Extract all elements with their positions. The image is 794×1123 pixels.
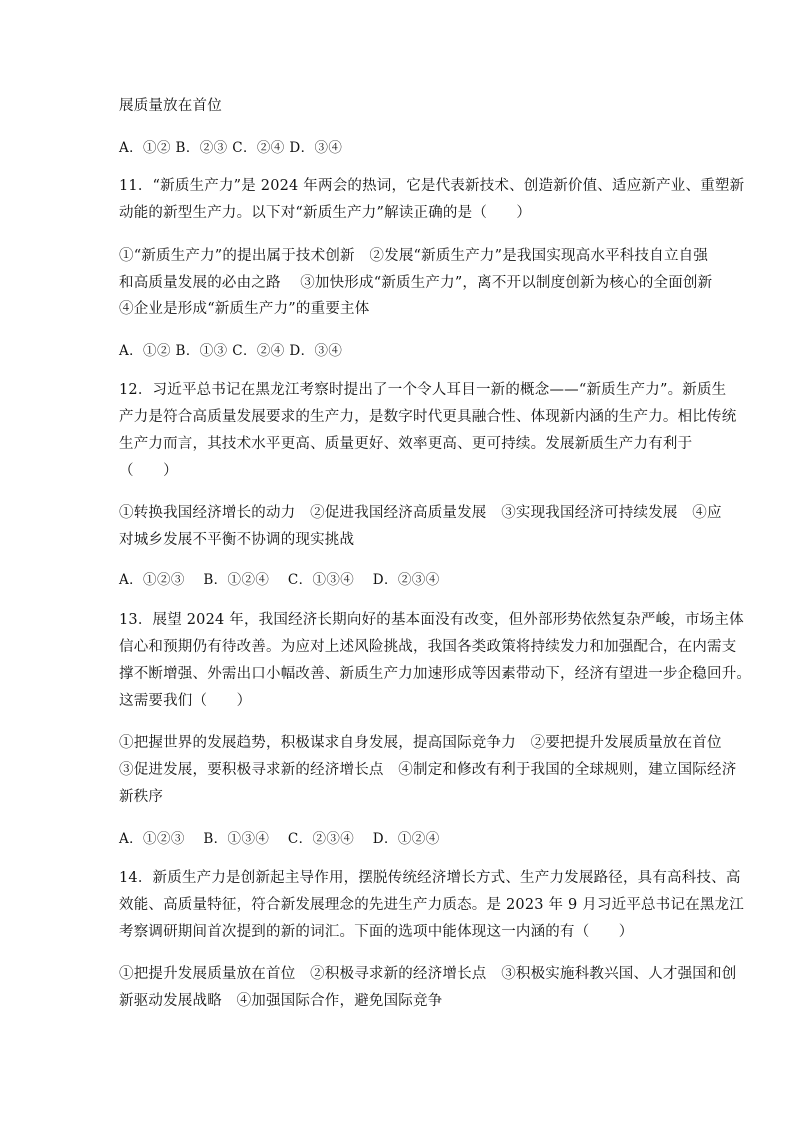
question-12-stem-line-2: 产力是符合高质量发展要求的生产力，是数字时代更具融合性、体现新内涵的生产力。相比传统 xyxy=(119,409,737,425)
question-14-statement-line-2: 新驱动发展战略 ④加强国际合作，避免国际竞争 xyxy=(119,993,443,1009)
question-13-answer-options: A．①②③ B．①③④ C．②③④ D．①②④ xyxy=(119,831,440,847)
question-12-statement-line-1: ①转换我国经济增长的动力 ②促进我国经济高质量发展 ③实现我国经济可持续发展 ④应 xyxy=(119,505,722,521)
question-11-statement-line-1: ①“新质生产力”的提出属于技术创新 ②发展“新质生产力”是我国实现高水平科技自立自强 xyxy=(119,248,709,264)
question-14-stem-line-2: 效能、高质量特征，符合新发展理念的先进生产力质态。是 2023 年 9 月习近平总书记在黑龙江 xyxy=(119,897,744,913)
question-13-stem-line-4: 这需要我们（ ） xyxy=(119,693,252,709)
question-12-stem-line-4: （ ） xyxy=(119,463,178,479)
question-13-statement-line-1: ①把握世界的发展趋势，积极谋求自身发展，提高国际竞争力 ②要把提升发展质量放在首位 xyxy=(119,735,722,751)
question-11-answer-options: A．①② B．①③ C．②④ D．③④ xyxy=(119,343,343,359)
fragment-text: 展质量放在首位 xyxy=(119,98,222,114)
question-12-answer-options: A．①②③ B．①②④ C．①③④ D．②③④ xyxy=(119,572,440,588)
question-11-statement-line-3: ④企业是形成“新质生产力”的重要主体 xyxy=(119,301,370,317)
question-13-stem-line-1: 13．展望 2024 年，我国经济长期向好的基本面没有改变，但外部形势依然复杂严峻，市场主体 xyxy=(119,612,744,628)
question-11-stem-line-1: 11．“新质生产力”是 2024 年两会的热词，它是代表新技术、创造新价值、适应新产业、重塑新 xyxy=(119,178,745,194)
question-13-statement-line-3: 新秩序 xyxy=(119,789,164,805)
question-14-stem-line-1: 14．新质生产力是创新起主导作用，摆脱传统经济增长方式、生产力发展路径，具有高科技、高 xyxy=(119,870,741,886)
question-13-statement-line-2: ③促进发展，要积极寻求新的经济增长点 ④制定和修改有利于我国的全球规则，建立国际经济 xyxy=(119,762,737,778)
question-11-statement-line-2: 和高质量发展的必由之路 ③加快形成“新质生产力”，离不开以制度创新为核心的全面创新 xyxy=(119,275,713,291)
fragment-answer-options: A．①② B．②③ C．②④ D．③④ xyxy=(119,140,343,156)
question-14-stem-line-3: 考察调研期间首次提到的新的词汇。下面的选项中能体现这一内涵的有（ ） xyxy=(119,924,634,940)
question-13-stem-line-3: 撑不断增强、外需出口小幅改善、新质生产力加速形成等因素带动下，经济有望进一步企稳回升。 xyxy=(119,666,752,682)
question-13-stem-line-2: 信心和预期仍有待改善。为应对上述风险挑战，我国各类政策将持续发力和加强配合，在内需支 xyxy=(119,639,737,655)
question-11-stem-line-2: 动能的新型生产力。以下对“新质生产力”解读正确的是（ ） xyxy=(119,205,532,221)
question-14-statement-line-1: ①把提升发展质量放在首位 ②积极寻求新的经济增长点 ③积极实施科教兴国、人才强国和创 xyxy=(119,966,737,982)
question-12-statement-line-2: 对城乡发展不平衡不协调的现实挑战 xyxy=(119,532,355,548)
question-12-stem-line-3: 生产力而言，其技术水平更高、质量更好、效率更高、更可持续。发展新质生产力有利于 xyxy=(119,436,693,452)
question-12-stem-line-1: 12．习近平总书记在黑龙江考察时提出了一个令人耳目一新的概念——“新质生产力”。新质生 xyxy=(119,382,727,398)
